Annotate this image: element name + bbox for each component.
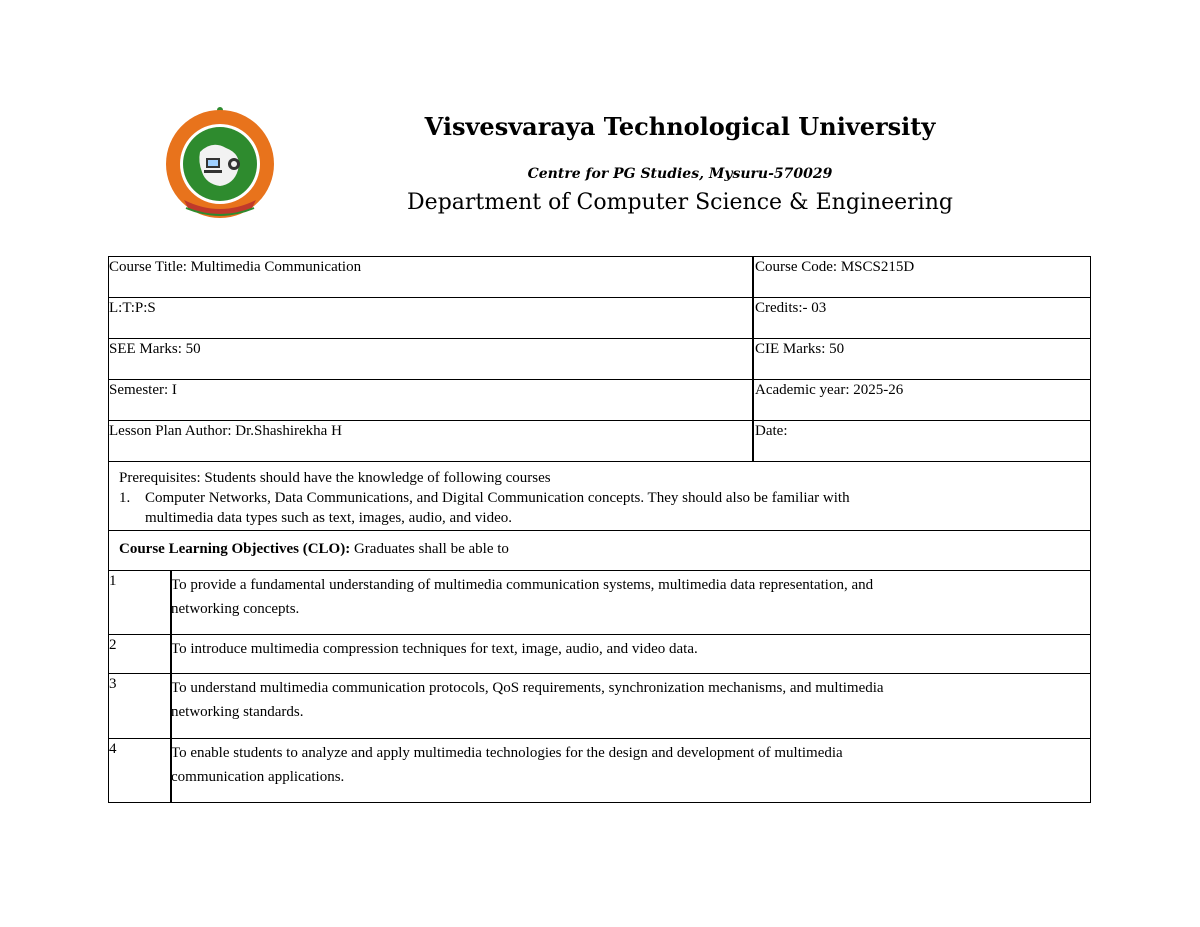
centre-name: Centre for PG Studies, Mysuru-570029 bbox=[527, 166, 833, 182]
marks-row bbox=[108, 338, 1091, 380]
lesson-plan-author: Lesson Plan Author: Dr.Shashirekha H bbox=[109, 423, 342, 439]
university-logo bbox=[164, 104, 280, 222]
clo-heading-rest: Graduates shall be able to bbox=[350, 541, 509, 557]
prerequisites-heading: Prerequisites: Students should have the knowledge of following courses bbox=[119, 470, 551, 486]
clo-heading bbox=[119, 541, 509, 558]
course-title-row bbox=[108, 256, 1091, 298]
clo-number: 2 bbox=[109, 637, 117, 653]
clo-number: 1 bbox=[109, 573, 117, 589]
author-row bbox=[108, 420, 1091, 462]
see-marks: SEE Marks: 50 bbox=[109, 341, 201, 357]
prerequisite-item bbox=[119, 488, 850, 528]
column-divider bbox=[752, 298, 754, 338]
clo-text bbox=[171, 573, 1071, 621]
prerequisites-section bbox=[108, 461, 1091, 531]
clo-text bbox=[171, 676, 1071, 724]
column-divider bbox=[752, 257, 754, 297]
date: Date: bbox=[755, 423, 788, 439]
clo-number: 4 bbox=[109, 741, 117, 757]
semester-row bbox=[108, 379, 1091, 421]
ltps: L:T:P:S bbox=[109, 300, 156, 316]
ltps-row bbox=[108, 297, 1091, 339]
clo-line-2: communication applications. bbox=[171, 769, 345, 785]
clo-row bbox=[108, 634, 1091, 674]
clo-row bbox=[108, 570, 1091, 635]
prerequisite-line-1: Computer Networks, Data Communications, and Digital Communication concepts. They should also be familiar with bbox=[145, 490, 850, 506]
clo-line-2: networking concepts. bbox=[171, 601, 300, 617]
course-code: Course Code: MSCS215D bbox=[755, 259, 915, 275]
clo-line-1: To enable students to analyze and apply multimedia technologies for the design and development of multimedia bbox=[171, 745, 843, 761]
clo-number: 3 bbox=[109, 676, 117, 692]
clo-text bbox=[171, 637, 1071, 661]
clo-heading-bold: Course Learning Objectives (CLO): bbox=[119, 541, 351, 557]
clo-line-1: To provide a fundamental understanding of multimedia communication systems, multimedia data representation, and bbox=[171, 577, 874, 593]
prerequisites-list bbox=[119, 488, 850, 528]
clo-row bbox=[108, 673, 1091, 739]
clo-row bbox=[108, 738, 1091, 803]
cie-marks: CIE Marks: 50 bbox=[755, 341, 845, 357]
clo-text bbox=[171, 741, 1071, 789]
credits: Credits:- 03 bbox=[755, 300, 827, 316]
column-divider bbox=[752, 421, 754, 461]
clo-heading-row bbox=[108, 530, 1091, 571]
university-name: Visvesvaraya Technological University bbox=[424, 112, 936, 141]
prerequisite-line-2: multimedia data types such as text, images, audio, and video. bbox=[145, 510, 512, 526]
course-title: Course Title: Multimedia Communication bbox=[109, 259, 362, 275]
prerequisite-number: 1. bbox=[119, 490, 131, 506]
clo-line-1: To understand multimedia communication protocols, QoS requirements, synchronization mechanisms, and multimedia bbox=[171, 680, 884, 696]
column-divider bbox=[752, 339, 754, 379]
department-name: Department of Computer Science & Engineering bbox=[407, 190, 953, 215]
academic-year: Academic year: 2025-26 bbox=[755, 382, 904, 398]
column-divider bbox=[752, 380, 754, 420]
semester: Semester: I bbox=[109, 382, 177, 398]
clo-line-2: networking standards. bbox=[171, 704, 304, 720]
clo-line-1: To introduce multimedia compression techniques for text, image, audio, and video data. bbox=[171, 641, 698, 657]
